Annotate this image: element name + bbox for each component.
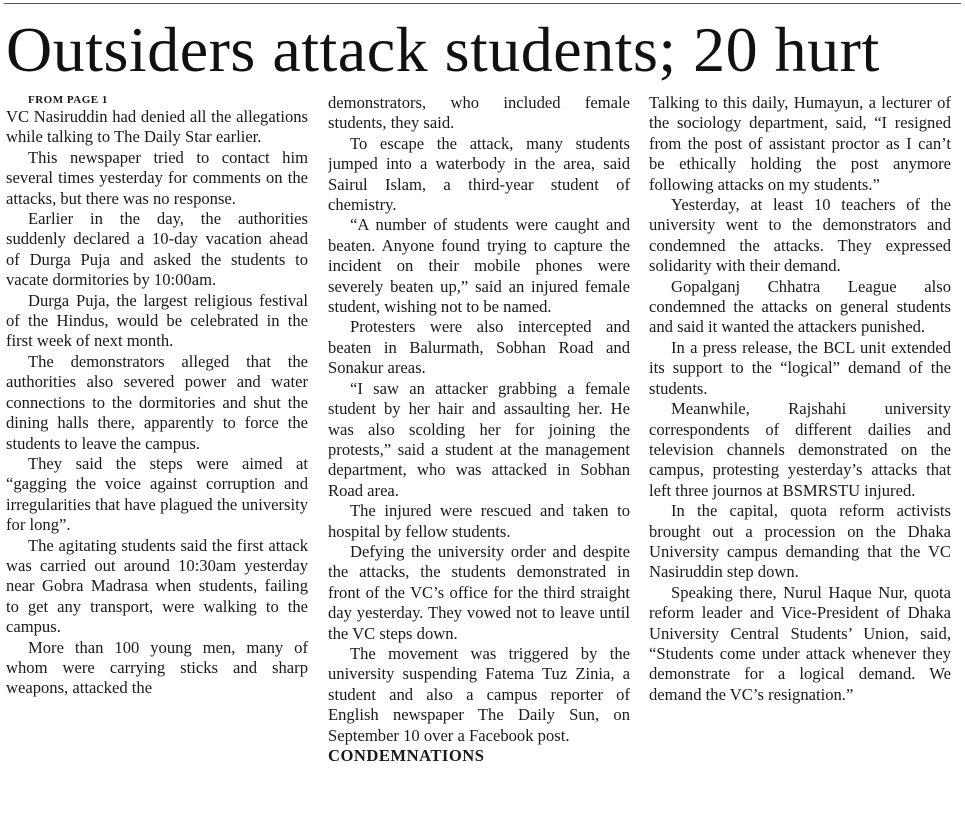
paragraph: demonstrators, who included female students, they said. [328,93,630,133]
paragraph: Protesters were also intercepted and beaten in Balurmath, Sobhan Road and Sonakur areas. [328,317,630,378]
paragraph: More than 100 young men, many of whom were carrying sticks and sharp weapons, attacked the [6,637,308,698]
paragraph: In the capital, quota reform activists brought out a procession on the Dhaka University campus demanding that the VC Nasiruddin step down. [649,501,951,582]
subhead: CONDEMNATIONS [328,746,485,765]
paragraph: Meanwhile, Rajshahi university correspondents of different dailies and television channels demonstrated on the campus, protesting yesterday’s attacks that left three journos at BSMRSTU injured. [649,399,951,500]
paragraph: Yesterday, at least 10 teachers of the university went to the demonstrators and condemned the attacks. They expressed solidarity with their demand. [649,195,951,276]
paragraph: “I saw an attacker grabbing a female student by her hair and assaulting her. He was also scolding her for joining the protests,” said a student at the management department, who was attacked in Sobhan Road area. [328,378,630,500]
paragraph: Defying the university order and despite the attacks, the students demonstrated in front of the VC’s office for the third straight day yesterday. They vowed not to leave until the VC steps down. [328,541,630,643]
paragraph: Talking to this daily, Humayun, a lecturer of the sociology department, said, “I resigned from the post of assistant proctor as I can’t be ethically holding the post anymore following attacks on my students.” [649,93,951,194]
column-2 [328,93,630,829]
top-rule [4,3,961,4]
paragraph: Earlier in the day, the authorities suddenly declared a 10-day vacation ahead of Durga Puja and asked the students to vacate dormitories by 10:00am. [6,209,308,290]
article-body [6,93,958,829]
paragraph: Durga Puja, the largest religious festival of the Hindus, would be celebrated in the first week of next month. [6,290,308,351]
paragraph: Speaking there, Nurul Haque Nur, quota reform leader and Vice-President of Dhaka University Central Students’ Union, said, “Students come under attack whenever they demonstrate for a logical demand. We demand the VC’s resignation.” [649,582,951,704]
paragraph: This newspaper tried to contact him several times yesterday for comments on the attacks, but there was no response. [6,147,308,208]
kicker: FROM PAGE 1 [28,94,108,106]
paragraph: The agitating students said the first attack was carried out around 10:30am yesterday near Gobra Madrasa when students, failing to get any transport, were walking to the campus. [6,535,308,637]
paragraph: “A number of students were caught and beaten. Anyone found trying to capture the incident on their mobile phones were severely beaten up,” said an injured female student, wishing not to be named. [328,215,630,317]
column-3 [649,93,951,829]
paragraph: Gopalganj Chhatra League also condemned the attacks on general students and said it wanted the attackers punished. [649,276,951,337]
paragraph: The demonstrators alleged that the authorities also severed power and water connections to the dormitories and shut the dining halls there, apparently to force the students to leave the campus. [6,351,308,453]
paragraph: VC Nasiruddin had denied all the allegations while talking to The Daily Star earlier. [6,107,308,147]
column-1 [6,93,308,829]
paragraph: In a press release, the BCL unit extended its support to the “logical” demand of the students. [649,337,951,398]
paragraph: The injured were rescued and taken to hospital by fellow students. [328,501,630,541]
headline: Outsiders attack students; 20 hurt [6,14,880,85]
paragraph: To escape the attack, many students jumped into a waterbody in the area, said Sairul Islam, a third-year student of chemistry. [328,133,630,215]
paragraph: The movement was triggered by the university suspending Fatema Tuz Zinia, a student and also a campus reporter of English newspaper The Daily Sun, on September 10 over a Facebook post. [328,643,630,745]
paragraph: They said the steps were aimed at “gagging the voice against corruption and irregularities that have plagued the university for long”. [6,453,308,535]
